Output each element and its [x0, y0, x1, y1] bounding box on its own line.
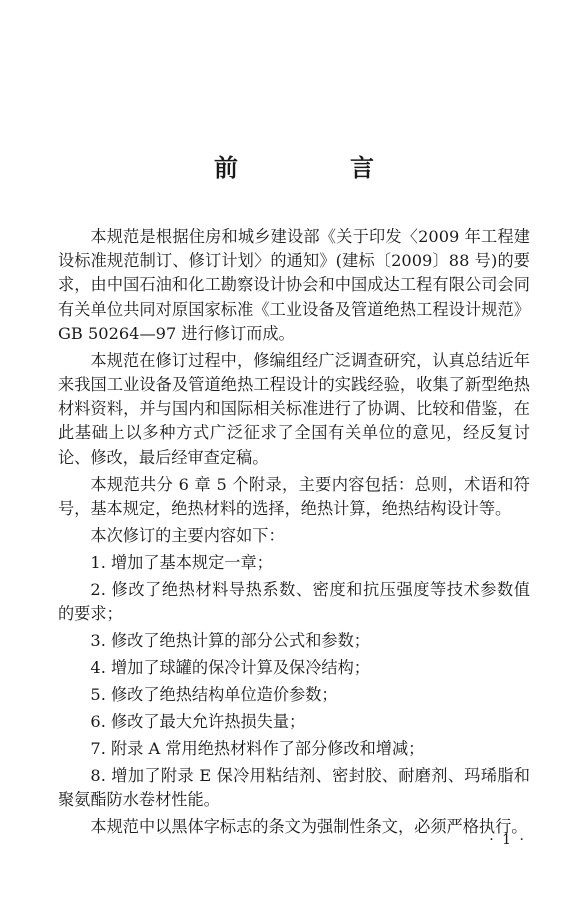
revision-item: 2. 修改了绝热材料导热系数、密度和抗压强度等技术参数值的要求；	[58, 579, 530, 624]
closing-paragraph: 本规范中以黑体字标志的条文为强制性条文，必须严格执行。	[90, 817, 528, 837]
revision-item: 8. 增加了附录 E 保冷用粘结剂、密封胶、耐磨剂、玛琋脂和聚氨酯防水卷材性能。	[58, 766, 530, 810]
paragraph: 本次修订的主要内容如下：	[90, 525, 285, 545]
document-body	[58, 225, 530, 842]
paragraph: 本规范在修订过程中，修编组经广泛调查研究，认真总结近年来我国工业设备及管道绝热工程设计的实践经验，收集了新型绝热材料资料，并与国内和国际相关标准进行了协调、比较和借鉴，在此基础上以多种方式广泛征求了全国有关单位的意见，经反复讨论、修改，最后经审查定稿。	[58, 350, 530, 467]
revision-item: 1. 增加了基本规定一章；	[90, 552, 273, 572]
paragraph: 本规范是根据住房和城乡建设部《关于印发〈2009 年工程建设标准规范制订、修订计划〉的通知》(建标〔2009〕88 号)的要求，由中国石油和化工勘察设计协会和中国成达工程有限公司会同有关单位共同对原国家标准《工业设备及管道绝热工程设计规范》GB 50264—97 进行修订而成。	[58, 227, 530, 343]
page-title: 前 言	[214, 154, 418, 182]
revision-item: 6. 修改了最大允许热损失量；	[90, 712, 306, 732]
page-number: · 1 ·	[489, 832, 526, 848]
revision-item: 4. 增加了球罐的保冷计算及保冷结构；	[90, 658, 370, 678]
revision-item: 5. 修改了绝热结构单位造价参数；	[90, 685, 338, 705]
revision-item: 3. 修改了绝热计算的部分公式和参数；	[90, 631, 370, 651]
revision-item: 7. 附录 A 常用绝热材料作了部分修改和增减；	[90, 739, 425, 759]
paragraph: 本规范共分 6 章 5 个附录，主要内容包括：总则，术语和符号，基本规定，绝热材料的选择，绝热计算，绝热结构设计等。	[58, 474, 530, 518]
